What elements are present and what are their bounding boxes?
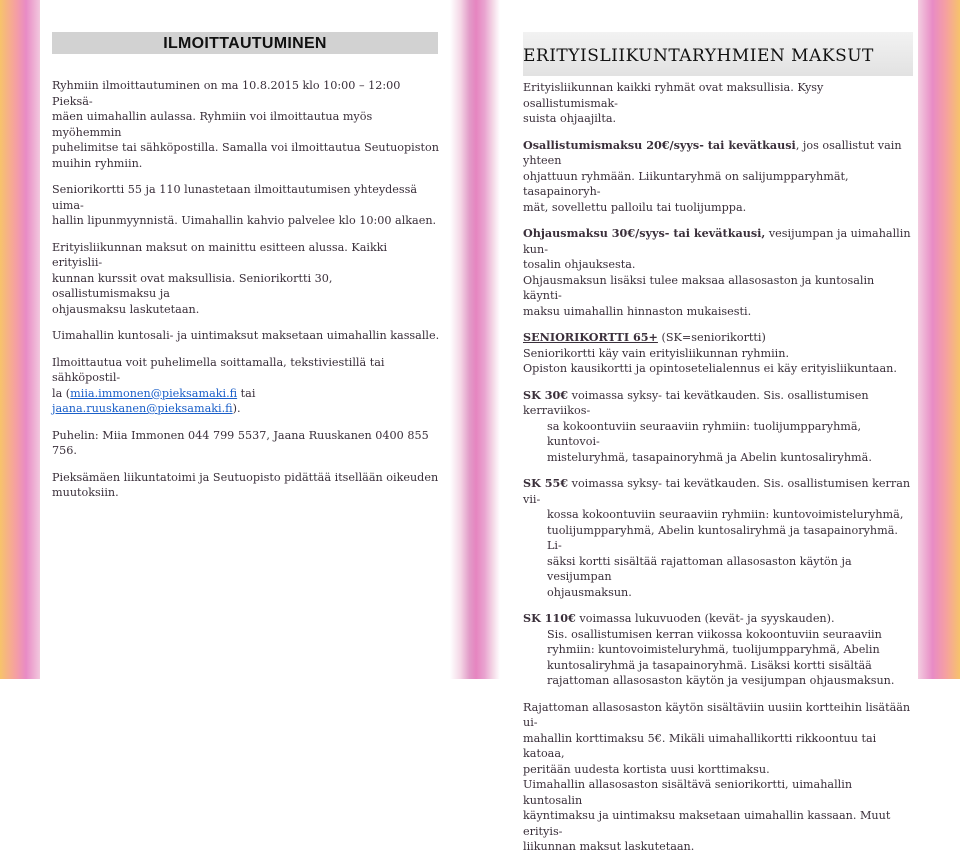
registration-paragraph [52,78,440,171]
text-fragment: tai [237,386,256,400]
text-line: Erityisliikunnan maksut on mainittu esitteen alussa. Kaikki erityislii- [52,240,388,269]
text-line: ohjattuun ryhmään. Liikuntaryhmä on salijumpparyhmät, tasapainoryh- [523,169,849,198]
text-line: Ohjausmaksun lisäksi tulee maksaa allasosaston ja kuntosalin käynti- [523,273,875,302]
text-line: suista ohjaajilta. [523,112,617,125]
text-line: muihin ryhmiin. [52,156,143,170]
text-line: liikunnan maksut laskutetaan. [523,840,695,853]
email-link-jaana[interactable]: jaana.ruuskanen@pieksamaki.fi [52,402,233,415]
text-fragment: voimassa syksy- tai kevätkauden. Sis. osallistumisen kerran vii- [523,477,911,506]
text-line: Seniorikortti käy vain erityisliikunnan ryhmiin. [523,346,790,360]
text-line: Seniorikortti 55 ja 110 lunastetaan ilmoittautumisen yhteydessä uima- [52,183,418,212]
text-line: ryhmiin: kuntovoimisteluryhmä, tuolijumpparyhmä, Abelin [547,643,880,656]
disclaimer-paragraph [52,470,440,501]
text-fragment: , jos osallistut vain yhteen [523,138,902,167]
sk30-heading: SK 30€ [523,387,569,402]
guidance-fee-heading: Ohjausmaksu 30€/syys- tai kevätkausi, [523,226,766,240]
guidance-fee-paragraph [523,226,913,319]
text-line: sa kokoontuviin seuraaviin ryhmiin: tuolijumpparyhmä, kuntovoi- [547,419,862,448]
text-line: Erityisliikunnan kaikki ryhmät ovat maksullisia. Kysy osallistumismak- [523,81,824,110]
text-line: maksu uimahallin hinnaston mukaisesti. [523,304,752,318]
text-line: kossa kokoontuviin seuraaviin ryhmiin: kuntovoimisteluryhmä, [547,508,904,521]
text-fragment: voimassa lukuvuoden (kevät- ja syyskauden). [575,612,835,625]
text-line: hallin lipunmyynnistä. Uimahallin kahvio palvelee klo 10:00 alkaen. [52,214,437,227]
text-line: mät, sovellettu palloilu tai tuolijumppa. [523,200,747,214]
sk55-heading: SK 55€ [523,476,569,490]
text-line: Pieksämäen liikuntatoimi ja Seutuopisto pidättää itsellään oikeuden [52,470,439,484]
seniorcard-heading: SENIORIKORTTI 65+ [523,330,658,344]
text-line: Ilmoittautua voit puhelimella soittamalla, tekstiviestillä tai sähköpostil- [52,355,385,384]
fees-title: ERITYISLIIKUNTARYHMIEN MAKSUT [523,32,913,76]
text-line: peritään uudesta kortista uusi korttimaksu. [523,762,770,776]
text-line: mahallin korttimaksu 5€. Mikäli uimahallikortti rikkoontuu tai katoaa, [523,731,877,760]
text-line: rajattoman allasosaston käytön ja vesijumpan ohjausmaksun. [547,674,895,687]
text-fragment: la ( [52,386,71,400]
seniorcard-paragraph [52,182,440,229]
seniorcard-paragraph [523,330,913,377]
registration-title: ILMOITTAUTUMINEN [52,32,438,54]
center-fold-stripe-right [476,0,500,679]
text-line: tosalin ohjauksesta. [523,258,636,271]
text-fragment: ). [232,402,241,415]
sk55-paragraph [523,476,913,600]
left-page [52,32,440,501]
fees-intro-paragraph [523,80,913,127]
text-line: Sis. osallistumisen kerran viikossa kokoontuviin seuraaviin [547,627,882,641]
text-line: ohjausmaksu laskutetaan. [52,302,200,316]
text-line: Rajattoman allasosaston käytön sisältäviin uusiin kortteihin lisätään ui- [523,700,911,729]
phone-paragraph: Puhelin: Miia Immonen 044 799 5537, Jaana Ruuskanen 0400 855 756. [52,428,429,457]
sk30-paragraph [523,388,913,466]
right-decorative-stripe [918,0,960,679]
text-line: misteluryhmä, tasapainoryhmä ja Abelin kuntosaliryhmä. [547,450,872,464]
left-decorative-stripe [0,0,40,679]
text-line: tuolijumpparyhmä, Abelin kuntosaliryhmä ja tasapainoryhmä. Li- [547,523,898,552]
right-page [523,32,913,855]
text-line: ohjausmaksun. [547,585,632,599]
sk110-paragraph [523,611,913,689]
sk110-heading: SK 110€ [523,611,576,625]
pool-card-paragraph [523,700,913,855]
text-line: mäen uimahallin aulassa. Ryhmiin voi ilmoittautua myös myöhemmin [52,110,373,139]
fees-paragraph [52,240,440,318]
text-line: puhelimitse tai sähköpostilla. Samalla voi ilmoittautua Seutuopiston [52,141,439,154]
participation-fee-paragraph [523,138,913,216]
text-line: kunnan kurssit ovat maksullisia. Seniorikortti 30, osallistumismaksu ja [52,271,333,300]
center-fold-stripe-left [450,0,476,679]
text-line: Opiston kausikortti ja opintosetelialennus ei käy erityisliikuntaan. [523,362,897,375]
text-line: käyntimaksu ja uintimaksu maksetaan uimahallin kassaan. Muut erityis- [523,809,891,838]
email-link-miia[interactable]: miia.immonen@pieksamaki.fi [70,386,238,400]
text-line: Ryhmiin ilmoittautuminen on ma 10.8.2015 klo 10:00 – 12:00 Pieksä- [52,79,401,108]
text-fragment: voimassa syksy- tai kevätkauden. Sis. osallistumisen kerraviikos- [523,388,869,417]
text-line: säksi kortti sisältää rajattoman allasosaston käytön ja vesijumpan [547,554,852,583]
contact-paragraph [52,355,440,417]
text-fragment: vesijumpan ja uimahallin kun- [523,227,911,256]
text-line: muutoksiin. [52,486,119,499]
text-line: kuntosaliryhmä ja tasapainoryhmä. Lisäksi kortti sisältää [547,658,872,672]
text-fragment: (SK=seniorikortti) [657,331,766,344]
gym-fees-paragraph: Uimahallin kuntosali- ja uintimaksut maksetaan uimahallin kassalle. [52,329,440,342]
participation-fee-heading: Osallistumismaksu 20€/syys- tai kevätkausi [523,137,796,152]
text-line: Uimahallin allasosaston sisältävä seniorikortti, uimahallin kuntosalin [523,778,853,807]
